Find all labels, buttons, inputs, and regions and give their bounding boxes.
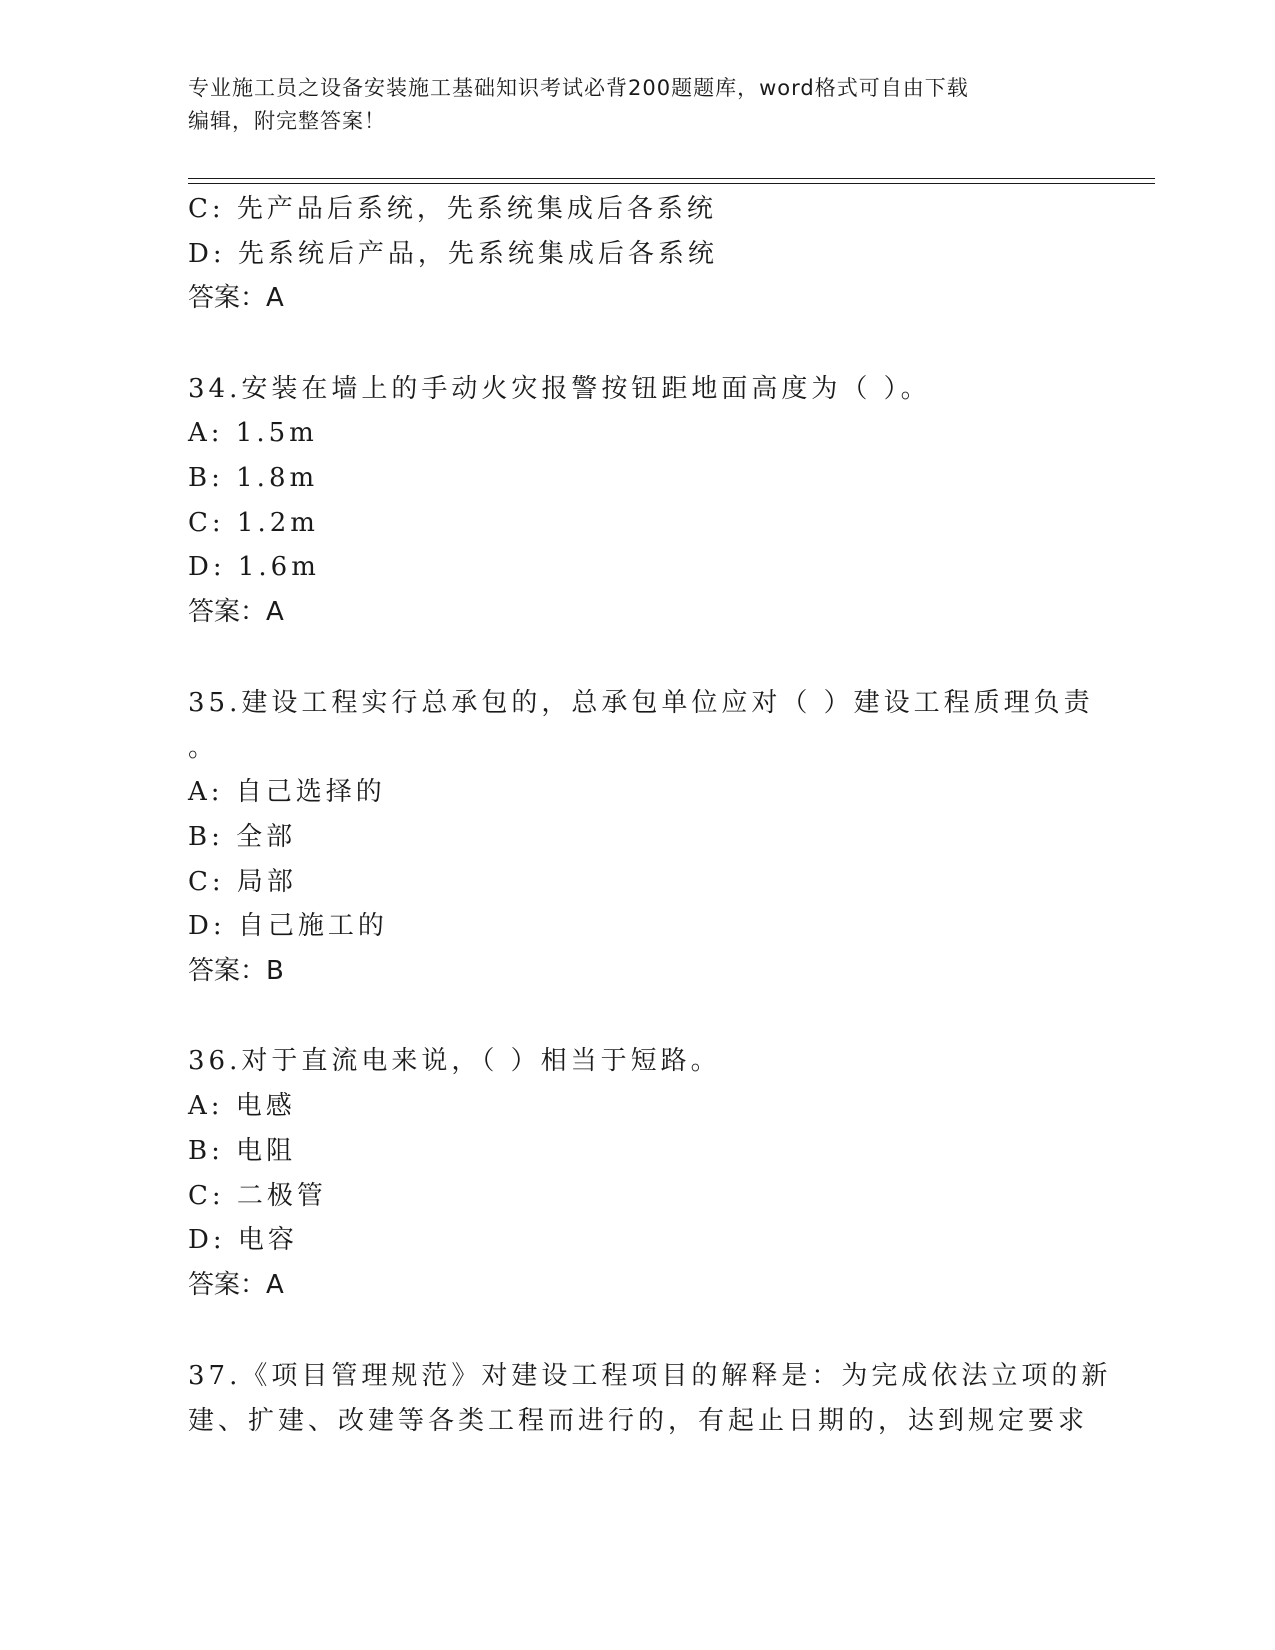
q34-answer: 答案：A [188, 597, 284, 627]
q34-option-a: A: 1.5m [188, 418, 318, 448]
q33-option-c: C: 先产品后系统，先系统集成后各系统 [188, 194, 717, 224]
header-title-line-1: 专业施工员之设备安装施工基础知识考试必背200题题库，word格式可自由下载 [188, 76, 969, 100]
q35-option-b: B: 全部 [188, 822, 297, 852]
q36-answer: 答案：A [188, 1270, 284, 1300]
header-divider-top [188, 178, 1155, 179]
q36-option-d: D: 电容 [188, 1225, 298, 1255]
document-header [188, 72, 1088, 138]
q33-option-d: D: 先系统后产品，先系统集成后各系统 [188, 239, 718, 269]
q35-option-c: C: 局部 [188, 867, 297, 897]
q33-answer: 答案：A [188, 283, 284, 313]
q35-question-line-1: 35.建设工程实行总承包的，总承包单位应对（ ）建设工程质理负责 [188, 688, 1094, 718]
q36-option-c: C: 二极管 [188, 1181, 327, 1211]
header-divider-bottom [188, 183, 1155, 184]
q36-question: 36.对于直流电来说，（ ）相当于短路。 [188, 1046, 721, 1076]
q35-answer: 答案：B [188, 956, 284, 986]
q36-option-a: A: 电感 [188, 1091, 296, 1121]
q34-option-c: C: 1.2m [188, 508, 319, 538]
header-title-line-2: 编辑，附完整答案！ [188, 109, 386, 133]
q35-option-d: D: 自己施工的 [188, 911, 388, 941]
q35-option-a: A: 自己选择的 [188, 777, 386, 807]
q34-option-d: D: 1.6m [188, 552, 320, 582]
q37-question-line-1: 37.《项目管理规范》对建设工程项目的解释是：为完成依法立项的新 [188, 1361, 1112, 1391]
q34-question: 34.安装在墙上的手动火灾报警按钮距地面高度为（ ）。 [188, 374, 931, 404]
q37-question-line-2: 建、扩建、改建等各类工程而进行的，有起止日期的，达到规定要求 [188, 1406, 1089, 1436]
q34-option-b: B: 1.8m [188, 463, 319, 493]
q36-option-b: B: 电阻 [188, 1136, 297, 1166]
q35-question-line-2: 。 [188, 733, 219, 763]
